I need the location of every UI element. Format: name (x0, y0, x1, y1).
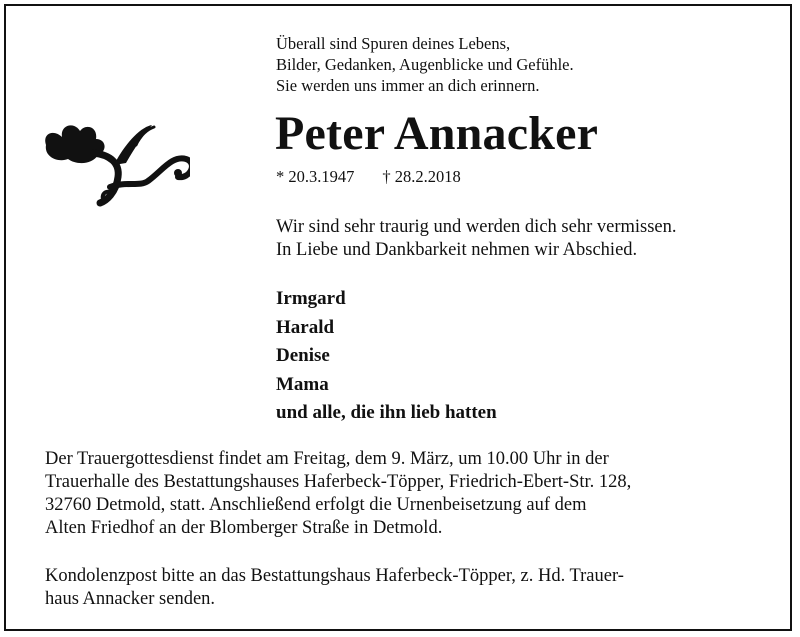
funeral-service-info (45, 448, 631, 540)
death-date: † 28.2.2018 (382, 167, 461, 186)
quote-line: Überall sind Spuren deines Lebens, (276, 34, 511, 53)
service-line: Trauerhalle des Bestattungshauses Haferbeck-Töpper, Friedrich-Ebert-Str. 128, (45, 472, 632, 492)
mourner-name: Mama (276, 373, 329, 395)
message-line: In Liebe und Dankbarkeit nehmen wir Abschied. (276, 240, 638, 260)
condolence-line: haus Annacker senden. (45, 589, 216, 609)
mourner-name: Irmgard (276, 288, 346, 309)
service-line: 32760 Detmold, statt. Anschließend erfolgt die Urnenbeisetzung auf dem (45, 495, 587, 515)
floral-ornament-icon (40, 115, 190, 210)
deceased-name: Peter Annacker (275, 107, 599, 160)
memorial-quote (276, 33, 574, 96)
mourner-name: und alle, die ihn lieb hatten (276, 402, 497, 423)
message-line: Wir sind sehr traurig und werden dich sehr vermissen. (276, 217, 677, 237)
quote-line: Sie werden uns immer an dich erinnern. (276, 76, 540, 95)
birth-date: * 20.3.1947 (276, 167, 355, 186)
mourner-name: Harald (276, 316, 335, 338)
quote-line: Bilder, Gedanken, Augenblicke und Gefühle. (276, 55, 574, 74)
mourner-name: Denise (276, 345, 330, 366)
life-dates (276, 167, 461, 187)
service-line: Alten Friedhof an der Blomberger Straße in Detmold. (45, 518, 443, 538)
condolence-info (45, 565, 624, 611)
farewell-message (276, 216, 677, 262)
service-line: Der Trauergottesdienst findet am Freitag, dem 9. März, um 10.00 Uhr in der (45, 449, 609, 469)
condolence-line: Kondolenzpost bitte an das Bestattungshaus Haferbeck-Töpper, z. Hd. Trauer- (45, 566, 624, 586)
mourners-list (276, 285, 497, 428)
